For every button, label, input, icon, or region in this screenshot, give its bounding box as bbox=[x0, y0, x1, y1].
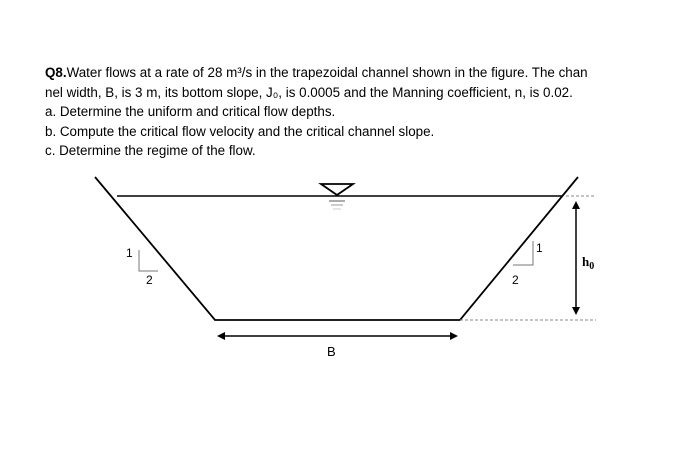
right-slope-horizontal-label: 2 bbox=[512, 273, 519, 287]
problem-text-line-1: Water flows at a rate of 28 m³/s in the trapezoidal channel shown in the figure. The chan bbox=[66, 65, 588, 80]
problem-text-line-2: nel width, B, is 3 m, its bottom slope, J₀, is 0.0005 and the Manning coefficient, n, is 0.02. bbox=[45, 84, 573, 100]
part-a: a. Determine the uniform and critical flow depths. bbox=[45, 104, 336, 119]
depth-label-main: h bbox=[582, 254, 590, 269]
channel-profile bbox=[95, 177, 578, 320]
part-b: b. Compute the critical flow velocity and the critical channel slope. bbox=[45, 123, 435, 139]
depth-label bbox=[582, 254, 594, 272]
left-slope-indicator bbox=[139, 250, 158, 271]
question-number: Q8. bbox=[45, 65, 67, 80]
depth-label-subscript: 0 bbox=[589, 261, 595, 272]
left-slope-vertical-label: 1 bbox=[126, 246, 133, 260]
right-slope-vertical-label: 1 bbox=[536, 241, 543, 255]
width-label: B bbox=[327, 344, 336, 359]
left-slope-horizontal-label: 2 bbox=[146, 273, 153, 287]
part-c: c. Determine the regime of the flow. bbox=[45, 143, 256, 158]
